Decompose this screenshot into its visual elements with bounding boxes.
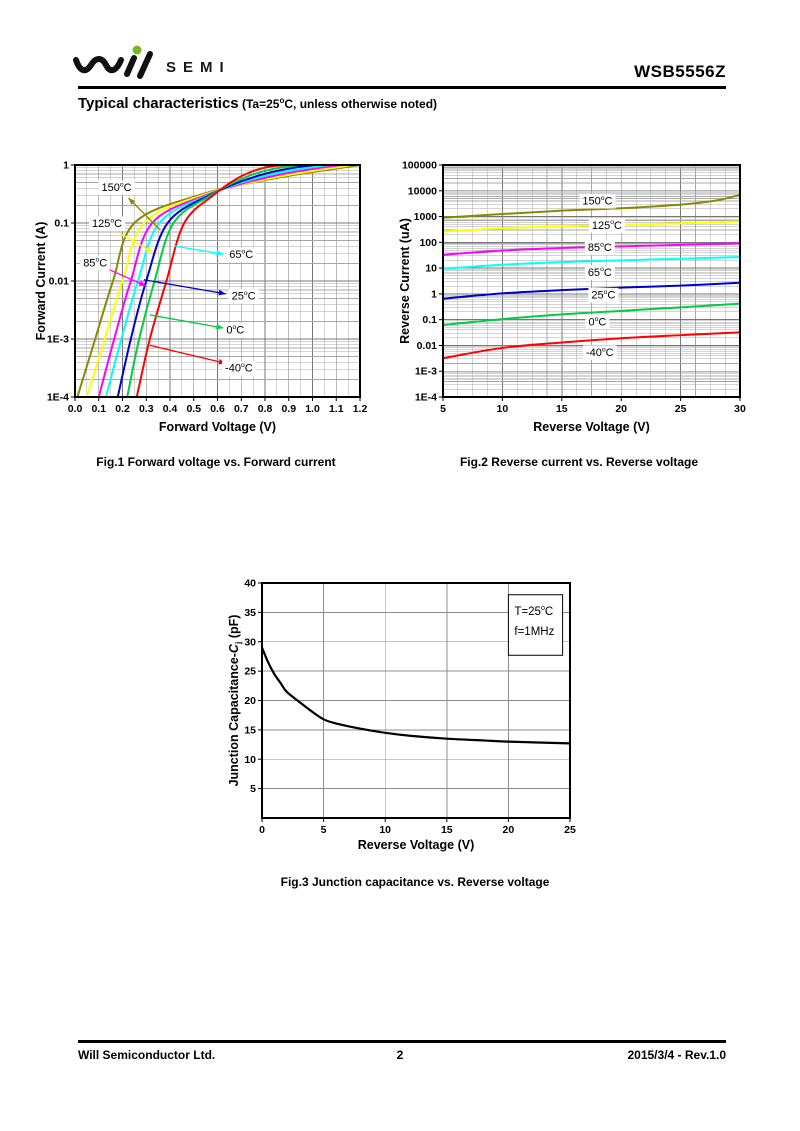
y-tick-label: 20 xyxy=(244,695,256,707)
product-code: WSB5556Z xyxy=(634,62,726,81)
x-tick-label: 25 xyxy=(674,403,687,415)
arrow-head xyxy=(218,290,225,296)
curve-label: 25$^o$C xyxy=(231,290,256,303)
fig1-forward-voltage-chart xyxy=(30,150,402,450)
curve-label: 125$^o$C xyxy=(591,219,622,232)
x-tick-label: 15 xyxy=(555,403,568,415)
x-tick-label: 20 xyxy=(615,403,628,415)
x-tick-label: 1.0 xyxy=(305,403,320,415)
x-axis-title: Reverse Voltage (V) xyxy=(357,838,475,852)
x-tick-label: 1.2 xyxy=(352,403,368,415)
y-tick-label: 25 xyxy=(244,665,256,678)
curve-label: 25$^o$C xyxy=(591,288,616,302)
y-tick-label: 5 xyxy=(250,783,256,796)
y-axis-title: Forward Current (A) xyxy=(34,221,48,341)
condition-suffix: C, unless otherwise noted) xyxy=(284,97,438,111)
arrow-head xyxy=(216,324,223,330)
header-rule xyxy=(78,86,726,89)
curve-label: 150$^o$C xyxy=(101,181,132,194)
x-tick-label: 5 xyxy=(320,824,327,836)
section-title xyxy=(78,95,437,113)
curve-label: 65$^o$C xyxy=(229,248,254,262)
x-tick-label: 0.9 xyxy=(281,403,297,415)
condition-degree: o xyxy=(279,96,285,105)
curve-label: 65$^o$C xyxy=(587,266,612,279)
y-tick-label: 10000 xyxy=(407,185,437,198)
y-tick-label: 1E-3 xyxy=(414,365,437,378)
y-tick-label: 15 xyxy=(244,724,256,737)
footer-revision: 2015/3/4 - Rev.1.0 xyxy=(627,1048,726,1062)
x-tick-label: 0.6 xyxy=(210,403,225,415)
fig3-caption: Fig.3 Junction capacitance vs. Reverse voltage xyxy=(280,875,550,889)
curve-label: 150$^o$C xyxy=(582,194,613,208)
x-tick-label: 10 xyxy=(379,824,392,836)
y-tick-label: 10 xyxy=(425,262,437,275)
curve-label: 0$^o$C xyxy=(226,324,245,337)
footer-rule xyxy=(78,1040,726,1043)
y-tick-label: 0.1 xyxy=(54,217,69,230)
section-title-condition xyxy=(239,97,437,111)
x-tick-label: 25 xyxy=(564,824,576,836)
x-tick-label: 0.7 xyxy=(233,403,249,415)
note-line: $T=25^oC$ xyxy=(514,603,554,618)
logo-semi-text: SEMI xyxy=(166,59,231,76)
y-tick-label: 100 xyxy=(419,236,437,249)
curve-label: 125$^o$C xyxy=(92,217,123,230)
wilsemi-logo xyxy=(70,44,260,88)
fig2-caption: Fig.2 Reverse current vs. Reverse voltage xyxy=(459,455,699,469)
curve-label: 0$^o$C xyxy=(588,315,607,329)
curve-label: 85$^o$C xyxy=(83,256,108,270)
x-tick-label: 0.1 xyxy=(91,403,107,415)
y-tick-label: 1E-4 xyxy=(414,391,437,404)
footer-page-number: 2 xyxy=(396,1048,404,1062)
y-tick-label: 0.01 xyxy=(416,339,437,352)
y-tick-label: 40 xyxy=(244,577,256,590)
x-tick-label: 0 xyxy=(259,824,265,836)
y-axis-title: Junction Capacitance-$C_j$ (pF) xyxy=(227,614,243,787)
x-tick-label: 5 xyxy=(440,403,446,415)
y-axis-title: Reverse Current (uA) xyxy=(398,218,412,344)
section-title-main: Typical characteristics xyxy=(78,95,239,112)
x-axis-title: Reverse Voltage (V) xyxy=(533,420,650,434)
condition-prefix: (Ta=25 xyxy=(238,97,280,111)
y-tick-label: 1E-3 xyxy=(46,333,69,346)
x-tick-label: 10 xyxy=(496,403,509,415)
y-tick-label: 10 xyxy=(244,753,256,766)
y-tick-label: 35 xyxy=(244,606,256,619)
fig3-junction-capacitance-chart xyxy=(225,568,605,868)
x-tick-label: 1.1 xyxy=(328,403,344,415)
footer-company: Will Semiconductor Ltd. xyxy=(78,1048,216,1062)
logo-wave-mark xyxy=(76,46,150,77)
series-Cj xyxy=(262,648,570,744)
x-tick-label: 0.2 xyxy=(115,403,130,415)
x-tick-label: 0.3 xyxy=(138,403,154,415)
x-tick-label: 20 xyxy=(502,824,515,836)
x-tick-label: 0.0 xyxy=(67,403,83,415)
x-axis-title: Forward Voltage (V) xyxy=(158,420,277,434)
y-tick-label: 1000 xyxy=(413,211,437,224)
curve-label: 85$^o$C xyxy=(587,241,612,254)
fig1-caption: Fig.1 Forward voltage vs. Forward current xyxy=(96,455,336,469)
y-tick-label: 0.01 xyxy=(48,275,69,288)
y-tick-label: 30 xyxy=(244,636,256,649)
note-line: f=1MHz xyxy=(514,625,555,638)
y-tick-label: 0.1 xyxy=(422,314,437,327)
note-box xyxy=(508,595,562,656)
series-group xyxy=(262,648,570,744)
x-tick-label: 0.5 xyxy=(186,403,202,415)
curve-label: -40$^o$C xyxy=(225,362,253,375)
y-tick-label: 100000 xyxy=(401,159,437,172)
x-tick-label: 0.4 xyxy=(162,403,178,415)
fig2-reverse-current-chart xyxy=(393,150,765,450)
logo-i-stem xyxy=(127,58,134,74)
x-tick-label: 0.8 xyxy=(257,403,273,415)
y-tick-label: 1 xyxy=(431,288,437,301)
x-tick-label: 15 xyxy=(440,824,453,836)
y-tick-label: 1E-4 xyxy=(46,391,69,404)
curve-label: -40$^o$C xyxy=(585,346,614,359)
x-tick-label: 30 xyxy=(734,403,746,415)
y-tick-label: 1 xyxy=(63,159,69,172)
grid xyxy=(75,165,360,397)
logo-green-dot xyxy=(133,46,142,55)
logo-slash xyxy=(140,54,150,76)
